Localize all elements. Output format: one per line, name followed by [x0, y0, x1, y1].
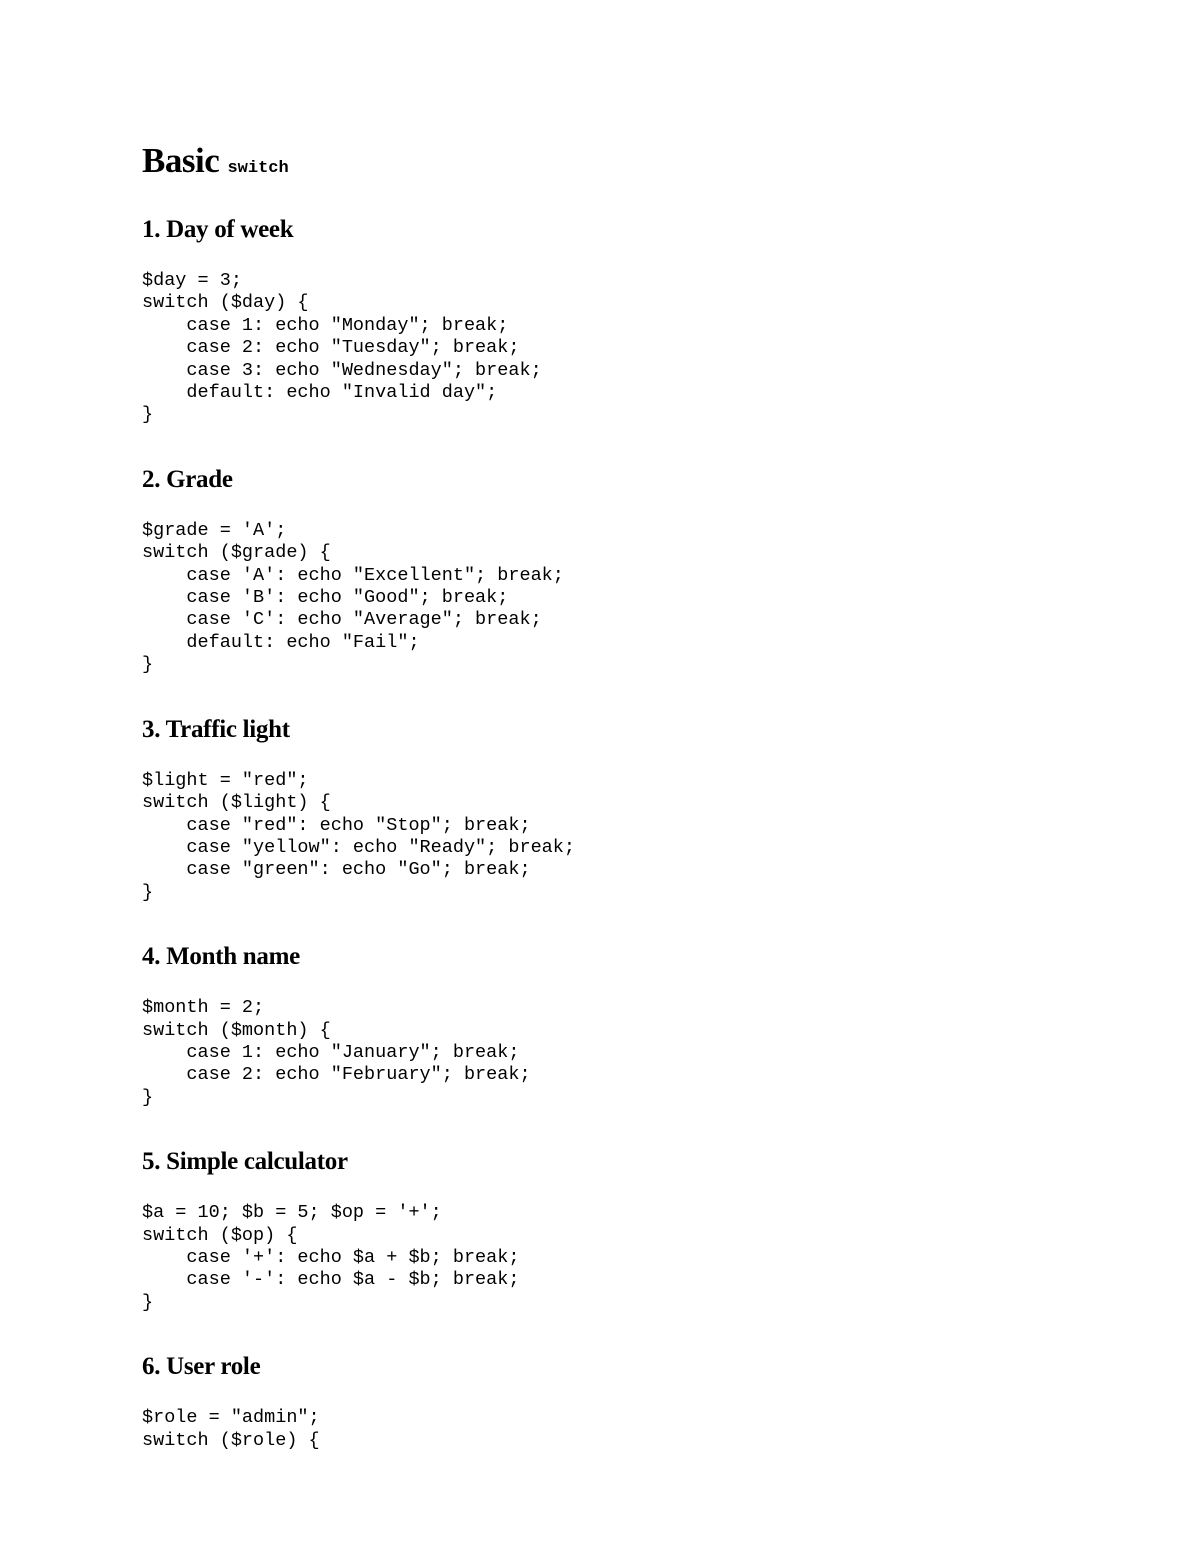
- code-block: $role = "admin"; switch ($role) {: [142, 1407, 320, 1451]
- page-title-text: Basic: [142, 141, 220, 180]
- section-month-name: [142, 942, 1142, 1109]
- code-block: $light = "red"; switch ($light) { case "red": echo "Stop"; break; case "yellow": echo "Ready"; break; case "green": echo "Go"; break; }: [142, 769, 575, 903]
- page-title: [142, 140, 1142, 190]
- code-block: $day = 3; switch ($day) { case 1: echo "Monday"; break; case 2: echo "Tuesday"; break; case 3: echo "Wednesday"; break; default: echo "Invalid day"; }: [142, 270, 542, 426]
- section-traffic-light: [142, 715, 1142, 904]
- section-day-of-week: [142, 215, 1142, 427]
- page-title-code: switch: [227, 159, 289, 178]
- section-heading: 4. Month name: [142, 943, 300, 971]
- section-grade: [142, 465, 1142, 677]
- section-simple-calculator: [142, 1147, 1142, 1314]
- code-block: $a = 10; $b = 5; $op = '+'; switch ($op) { case '+': echo $a + $b; break; case '-': echo $a - $b; break; }: [142, 1202, 520, 1313]
- section-user-role: [142, 1352, 1142, 1452]
- code-block: $grade = 'A'; switch ($grade) { case 'A': echo "Excellent"; break; case 'B': echo "Good"; break; case 'C': echo "Average"; break; default: echo "Fail"; }: [142, 519, 564, 676]
- section-heading: 2. Grade: [142, 465, 233, 493]
- document-page: [142, 140, 1142, 1452]
- section-heading: 6. User role: [142, 1353, 261, 1381]
- section-heading: 3. Traffic light: [142, 715, 290, 743]
- section-heading: 5. Simple calculator: [142, 1148, 348, 1176]
- code-block: $month = 2; switch ($month) { case 1: echo "January"; break; case 2: echo "February"; break; }: [142, 997, 531, 1108]
- section-heading: 1. Day of week: [142, 216, 294, 243]
